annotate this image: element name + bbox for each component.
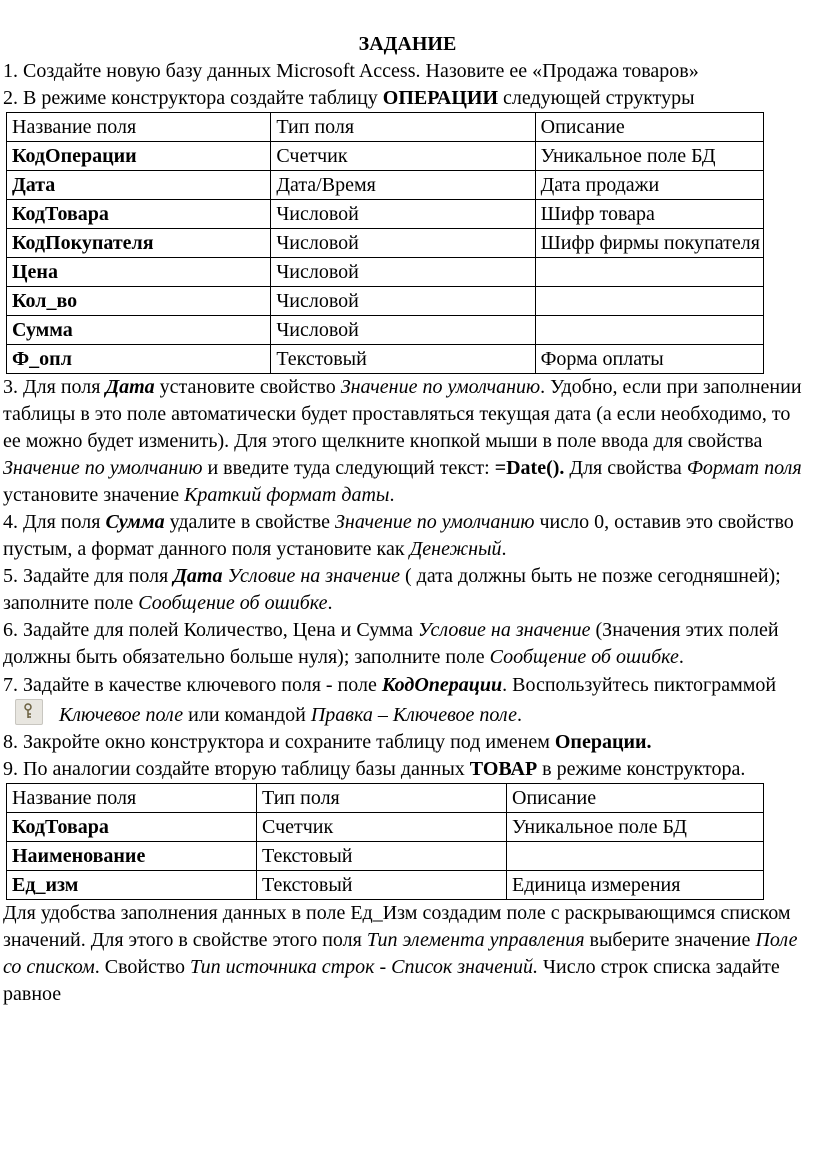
field-type-cell: Числовой bbox=[271, 287, 535, 316]
field-description-cell: Дата продажи bbox=[535, 171, 763, 200]
field-type-cell: Числовой bbox=[271, 258, 535, 287]
field-type-cell: Дата/Время bbox=[271, 171, 535, 200]
table-row bbox=[7, 316, 764, 345]
task-item-8: 8. Закройте окно конструктора и сохраните таблицу под именем Операции. bbox=[3, 731, 652, 753]
field-name-cell: Наименование bbox=[7, 842, 257, 871]
table-row bbox=[7, 287, 764, 316]
field-name-cell: Дата bbox=[7, 171, 271, 200]
field-type-cell: Числовой bbox=[271, 229, 535, 258]
table-row bbox=[7, 871, 764, 900]
task-item-9: 9. По аналогии создайте вторую таблицу базы данных ТОВАР в режиме конструктора. bbox=[3, 758, 746, 780]
header-cell: Описание bbox=[507, 784, 764, 813]
field-description-cell: Шифр товара bbox=[535, 200, 763, 229]
field-description-cell bbox=[507, 842, 764, 871]
table-header-row bbox=[7, 113, 764, 142]
field-name-cell: КодТовара bbox=[7, 813, 257, 842]
table-row bbox=[7, 345, 764, 374]
task-item-7: 7. Задайте в качестве ключевого поля - поле КодОперации. Воспользуйтесь пиктограммой Ключевое поле или командой Правка – Ключевое поле. bbox=[3, 674, 777, 726]
field-type-cell: Текстовый bbox=[257, 842, 507, 871]
task-item-4: 4. Для поля Сумма удалите в свойстве Значение по умолчанию число 0, оставив это свойство пустым, а формат данного поля установите как Денежный. bbox=[3, 511, 794, 560]
field-name-cell: Кол_во bbox=[7, 287, 271, 316]
task-item-5: 5. Задайте для поля Дата Условие на значение ( дата должны быть не позже сегодняшней); заполните поле Сообщение об ошибке. bbox=[3, 565, 781, 614]
header-cell: Название поля bbox=[7, 784, 257, 813]
table-row bbox=[7, 229, 764, 258]
page-title: ЗАДАНИЕ bbox=[358, 33, 457, 55]
goods-structure-table bbox=[6, 783, 764, 900]
header-cell: Тип поля bbox=[271, 113, 535, 142]
field-name-cell: Ф_опл bbox=[7, 345, 271, 374]
field-description-cell: Уникальное поле БД bbox=[535, 142, 763, 171]
field-description-cell: Шифр фирмы покупателя bbox=[535, 229, 763, 258]
field-description-cell: Уникальное поле БД bbox=[507, 813, 764, 842]
field-type-cell: Счетчик bbox=[257, 813, 507, 842]
table-row bbox=[7, 142, 764, 171]
field-name-cell: КодТовара bbox=[7, 200, 271, 229]
table-row bbox=[7, 813, 764, 842]
task-item-3: 3. Для поля Дата установите свойство Значение по умолчанию. Удобно, если при заполнении таблицы в это поле автоматически будет проставляться текущая дата (а если необходимо, то ее можно будет изменить). Для этого щелкните кнопкой мыши в поле ввода для свойства Значение по умолчанию и введите туда следующий текст: =Date(). Для свойства Формат поля установите значение Краткий формат даты. bbox=[3, 376, 802, 506]
table-row bbox=[7, 258, 764, 287]
field-type-cell: Счетчик bbox=[271, 142, 535, 171]
primary-key-icon bbox=[15, 699, 43, 725]
field-description-cell bbox=[535, 258, 763, 287]
field-type-cell: Текстовый bbox=[271, 345, 535, 374]
field-description-cell: Форма оплаты bbox=[535, 345, 763, 374]
field-name-cell: КодПокупателя bbox=[7, 229, 271, 258]
field-type-cell: Текстовый bbox=[257, 871, 507, 900]
task-item-6: 6. Задайте для полей Количество, Цена и Сумма Условие на значение (Значения этих полей должны быть обязательно больше нуля); заполните поле Сообщение об ошибке. bbox=[3, 619, 779, 668]
table-row bbox=[7, 842, 764, 871]
field-description-cell bbox=[535, 316, 763, 345]
operations-structure-table bbox=[6, 112, 764, 374]
field-name-cell: Ед_изм bbox=[7, 871, 257, 900]
field-type-cell: Числовой bbox=[271, 200, 535, 229]
table-row bbox=[7, 171, 764, 200]
task-item-1: 1. Создайте новую базу данных Microsoft Access. Назовите ее «Продажа товаров» bbox=[3, 60, 699, 82]
field-description-cell bbox=[535, 287, 763, 316]
task-item-2: 2. В режиме конструктора создайте таблицу ОПЕРАЦИИ следующей структуры bbox=[3, 87, 695, 109]
header-cell: Тип поля bbox=[257, 784, 507, 813]
final-paragraph: Для удобства заполнения данных в поле Ед_Изм создадим поле с раскрывающимся списком значений. Для этого в свойстве этого поля Тип элемента управления выберите значение Поле со списком. Свойство Тип источника строк - Список значений. Число строк списка задайте равное bbox=[3, 902, 798, 1005]
field-description-cell: Единица измерения bbox=[507, 871, 764, 900]
field-name-cell: КодОперации bbox=[7, 142, 271, 171]
header-cell: Название поля bbox=[7, 113, 271, 142]
table-row bbox=[7, 200, 764, 229]
table-header-row bbox=[7, 784, 764, 813]
header-cell: Описание bbox=[535, 113, 763, 142]
field-name-cell: Цена bbox=[7, 258, 271, 287]
field-name-cell: Сумма bbox=[7, 316, 271, 345]
field-type-cell: Числовой bbox=[271, 316, 535, 345]
